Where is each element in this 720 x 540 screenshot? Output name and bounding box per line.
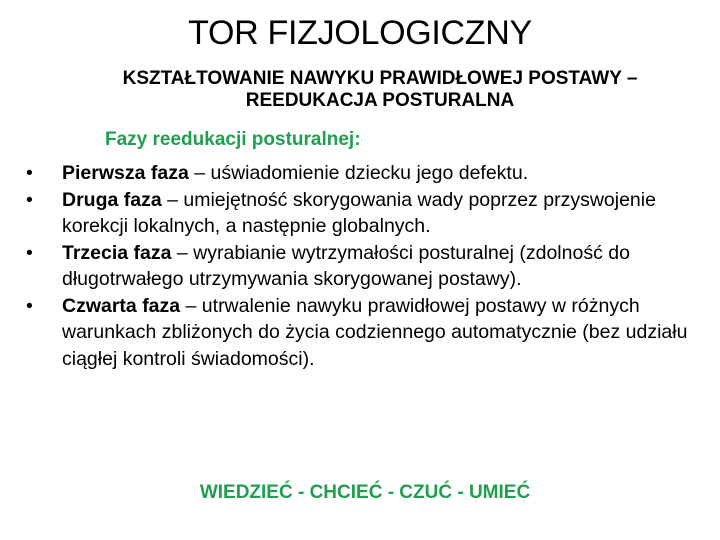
bullet-icon: • bbox=[26, 241, 33, 264]
phase-description: – umiejętność skorygowania wady poprzez przyswojenie korekcji lokalnych, a następnie globalnych. bbox=[62, 188, 656, 237]
list-item-phase-1 bbox=[24, 160, 704, 187]
bullet-icon: • bbox=[26, 294, 33, 317]
phases-heading: Fazy reedukacji posturalnej: bbox=[105, 129, 361, 150]
slide-title: TOR FIZJOLOGICZNY bbox=[188, 14, 532, 52]
list-item-phase-3 bbox=[24, 240, 704, 293]
list-item-phase-2 bbox=[24, 187, 704, 240]
list-item-phase-4 bbox=[24, 293, 704, 373]
phase-name: Druga faza bbox=[62, 188, 162, 211]
phase-description: – utrwalenie nawyku prawidłowej postawy w różnych warunkach zbliżonych do życia codziennego automatycznie (bez udziału ciągłej kontroli świadomości). bbox=[62, 294, 688, 370]
phase-name: Pierwsza faza bbox=[62, 162, 189, 184]
phase-description: – wyrabianie wytrzymałości posturalnej (zdolność do długotrwałego utrzymywania skorygowanej postawy). bbox=[62, 241, 630, 290]
bullet-icon: • bbox=[26, 188, 33, 211]
phase-description: – uświadomienie dziecku jego defektu. bbox=[188, 162, 529, 184]
subtitle-line-2: REEDUKACJA POSTURALNA bbox=[245, 90, 515, 111]
phases-list bbox=[24, 160, 704, 372]
motto: WIEDZIEĆ - CHCIEĆ - CZUĆ - UMIEĆ bbox=[199, 482, 531, 503]
subtitle-line-1: KSZTAŁTOWANIE NAWYKU PRAWIDŁOWEJ POSTAWY – bbox=[122, 68, 638, 89]
bullet-icon: • bbox=[26, 162, 33, 184]
phase-name: Czwarta faza bbox=[62, 294, 181, 317]
phase-name: Trzecia faza bbox=[62, 241, 172, 264]
slide-subtitle bbox=[60, 68, 700, 112]
